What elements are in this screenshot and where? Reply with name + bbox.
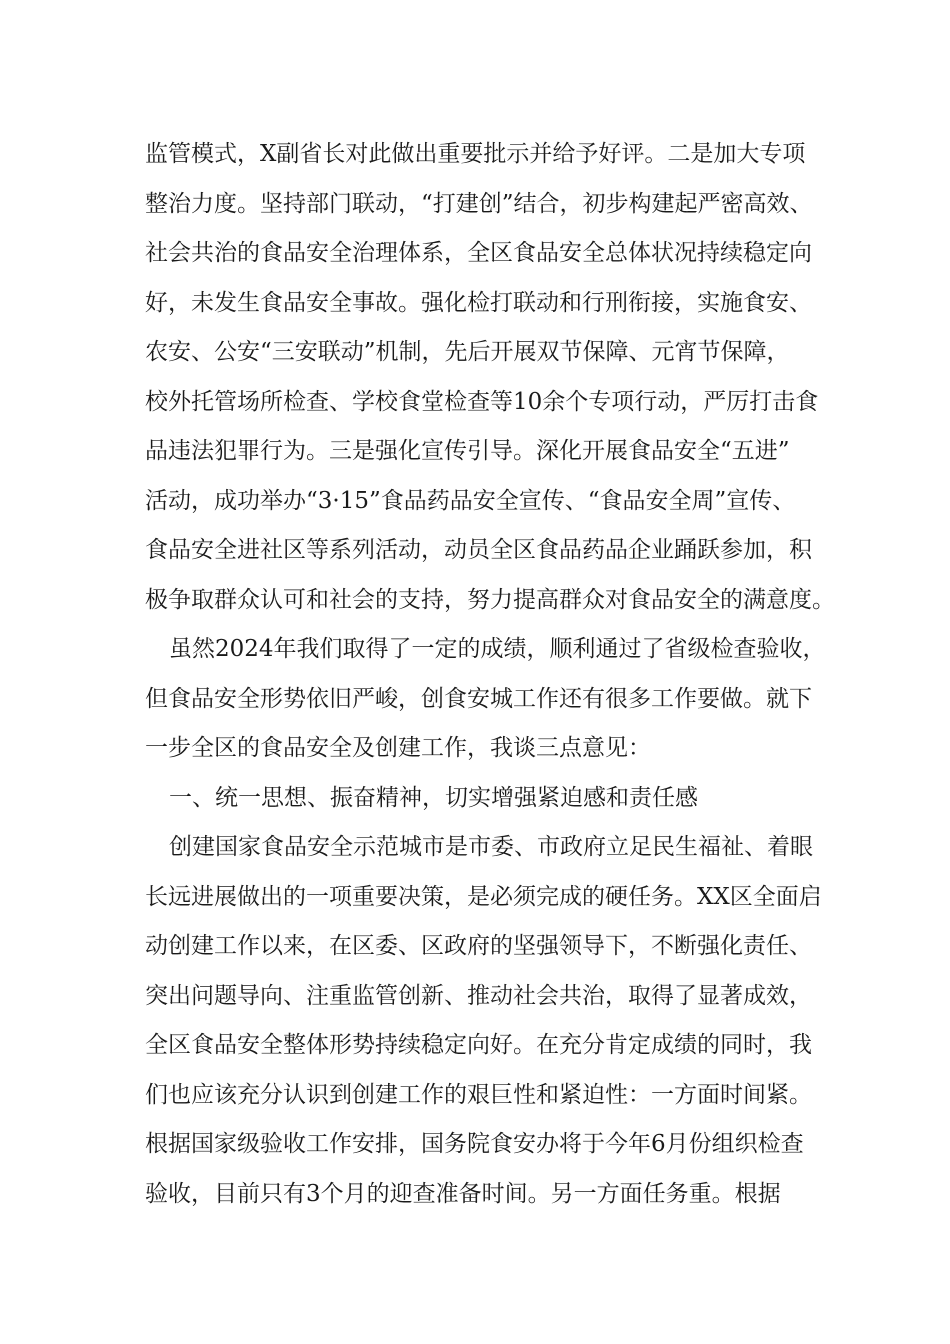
text-line: 但食品安全形势依旧严峻，创食安城工作还有很多工作要做。就下 <box>145 685 812 712</box>
text-line: 社会共治的食品安全治理体系，全区食品安全总体状况持续稳定向 <box>145 240 812 266</box>
text-line: 农安、公安“三安联动”机制，先后开展双节保障、元宵节保障， <box>145 339 790 365</box>
text-line: 品违法犯罪行为。三是强化宣传引导。深化开展食品安全“五进” <box>145 438 790 464</box>
text-line: 整治力度。坚持部门联动，“打建创”结合，初步构建起严密高效、 <box>145 190 813 217</box>
text-line: 根据国家级验收工作安排，国务院食安办将于今年6月份组织检查 <box>145 1131 804 1157</box>
text-line: 活动，成功举办“3·15”食品药品安全宣传、“食品安全周”宣传、 <box>145 487 796 514</box>
text-line: 们也应该充分认识到创建工作的艰巨性和紧迫性：一方面时间紧。 <box>145 1081 812 1108</box>
text-line: 长远进展做出的一项重要决策，是必须完成的硬任务。XX区全面启 <box>145 883 822 910</box>
text-line: 校外托管场所检查、学校食堂检查等10余个专项行动，严厉打击食 <box>145 388 819 415</box>
text-line: 突出问题导向、注重监管创新、推动社会共治，取得了显著成效， <box>145 982 812 1009</box>
text-line: 动创建工作以来，在区委、区政府的坚强领导下，不断强化责任、 <box>145 933 812 959</box>
text-line: 极争取群众认可和社会的支持，努力提高群众对食品安全的满意度。 <box>145 586 835 613</box>
text-line: 食品安全进社区等系列活动，动员全区食品药品企业踊跃参加，积 <box>145 537 812 563</box>
paragraph-start-line: 创建国家食品安全示范城市是市委、市政府立足民生福祉、着眼 <box>169 834 813 860</box>
text-line: 好，未发生食品安全事故。强化检打联动和行刑衔接，实施食安、 <box>145 289 812 316</box>
section-heading: 一、统一思想、振奋精神，切实增强紧迫感和责任感 <box>169 784 698 811</box>
document-body <box>145 130 835 1219</box>
text-line: 验收，目前只有3个月的迎查准备时间。另一方面任务重。根据 <box>145 1180 781 1207</box>
paragraph-start-line: 虽然2024年我们取得了一定的成绩，顺利通过了省级检查验收， <box>169 636 826 662</box>
text-line: 全区食品安全整体形势持续稳定向好。在充分肯定成绩的同时，我 <box>145 1032 812 1058</box>
text-line: 一步全区的食品安全及创建工作，我谈三点意见： <box>145 735 651 761</box>
text-line: 监管模式，X副省长对此做出重要批示并给予好评。二是加大专项 <box>145 141 806 167</box>
